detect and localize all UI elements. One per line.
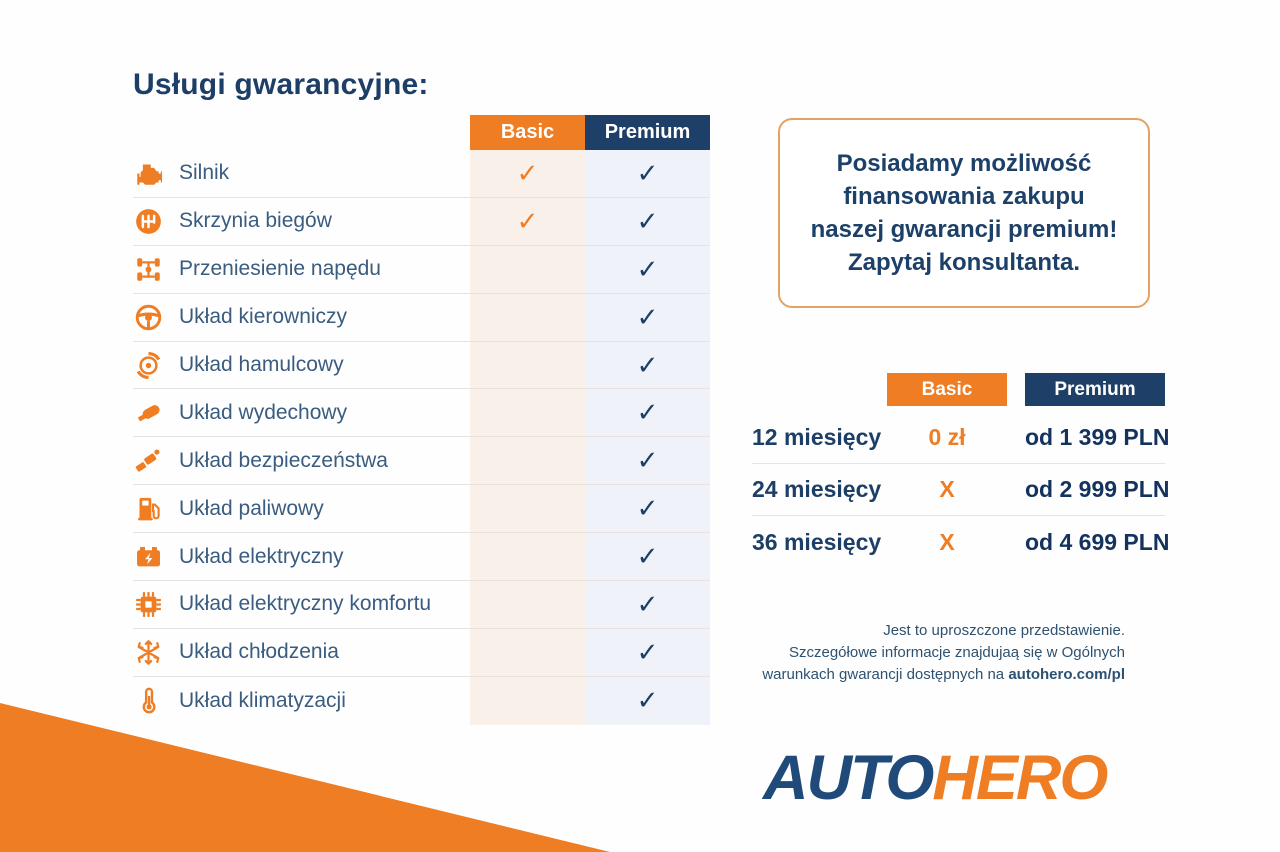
steering-wheel-icon xyxy=(133,302,163,332)
promo-line: finansowania zakupu xyxy=(843,183,1085,210)
premium-check-cell: ✓ xyxy=(585,437,710,484)
premium-check-cell: ✓ xyxy=(585,629,710,676)
exhaust-icon xyxy=(133,398,163,428)
thermometer-icon xyxy=(133,686,163,716)
services-table-header xyxy=(470,115,710,150)
services-rows xyxy=(133,150,710,725)
basic-check-cell xyxy=(470,485,585,532)
brake-icon xyxy=(133,350,163,380)
battery-icon xyxy=(133,542,163,572)
service-label: Układ kierowniczy xyxy=(179,305,348,329)
logo-part-auto: AUTO xyxy=(763,743,933,813)
seatbelt-icon xyxy=(133,446,163,476)
premium-check-cell: ✓ xyxy=(585,150,710,197)
pricing-term: 12 miesięcy xyxy=(752,424,882,450)
service-row xyxy=(133,246,710,294)
pricing-basic-value: X xyxy=(939,528,955,555)
service-row xyxy=(133,629,710,677)
premium-check-cell: ✓ xyxy=(585,677,710,725)
premium-check-cell: ✓ xyxy=(585,294,710,341)
service-label: Skrzynia biegów xyxy=(179,209,332,233)
pricing-term: 24 miesięcy xyxy=(752,476,882,502)
service-label: Układ chłodzenia xyxy=(179,640,339,664)
service-row xyxy=(133,342,710,390)
service-row xyxy=(133,533,710,581)
premium-check-cell: ✓ xyxy=(585,246,710,293)
basic-check-cell xyxy=(470,629,585,676)
basic-check-cell xyxy=(470,677,585,725)
page-title: Usługi gwarancyjne: xyxy=(133,68,429,101)
premium-check-cell: ✓ xyxy=(585,342,710,389)
pricing-basic-header: Basic xyxy=(887,373,1007,406)
footnote-site-link: autohero.com/pl xyxy=(1008,666,1125,683)
pricing-premium-value: od 1 399 PLN xyxy=(1025,424,1170,450)
basic-plan-header: Basic xyxy=(470,115,585,150)
basic-check-cell: ✓ xyxy=(470,150,585,197)
premium-check-cell: ✓ xyxy=(585,581,710,628)
service-row xyxy=(133,581,710,629)
service-label: Przeniesienie napędu xyxy=(179,257,381,281)
premium-check-cell: ✓ xyxy=(585,389,710,436)
service-row xyxy=(133,389,710,437)
promo-line: Zapytaj konsultanta. xyxy=(847,249,1081,276)
footnote-line-3: warunkach gwarancji dostępnych na autohero.com/pl xyxy=(762,666,1125,683)
service-row xyxy=(133,677,710,725)
gearbox-icon xyxy=(133,206,163,236)
footnote-line-2: Szczegółowe informacje znajdujaą się w Ogólnych xyxy=(788,644,1125,661)
service-label: Układ bezpieczeństwa xyxy=(179,448,388,472)
chip-icon xyxy=(133,589,163,619)
autohero-logo xyxy=(763,742,1106,814)
service-row xyxy=(133,437,710,485)
basic-check-cell xyxy=(470,294,585,341)
pricing-table-header xyxy=(752,373,1165,406)
basic-check-cell xyxy=(470,581,585,628)
services-table xyxy=(133,115,710,725)
promo-line: Posiadamy możliwość xyxy=(836,150,1092,177)
basic-check-cell: ✓ xyxy=(470,198,585,245)
basic-check-cell xyxy=(470,389,585,436)
service-label: Układ hamulcowy xyxy=(179,353,344,376)
pricing-row xyxy=(752,516,1170,568)
pricing-premium-header: Premium xyxy=(1025,373,1165,406)
basic-check-cell xyxy=(470,342,585,389)
premium-check-cell: ✓ xyxy=(585,198,710,245)
service-row xyxy=(133,294,710,342)
premium-check-cell: ✓ xyxy=(585,533,710,580)
service-label: Układ klimatyzacji xyxy=(179,688,346,712)
basic-check-cell xyxy=(470,437,585,484)
financing-promo-box xyxy=(778,118,1150,308)
service-row xyxy=(133,150,710,198)
service-label: Silnik xyxy=(179,161,230,185)
footnote xyxy=(645,620,1125,686)
orange-corner-triangle xyxy=(0,703,610,852)
snowflake-icon xyxy=(133,637,163,667)
service-label: Układ paliwowy xyxy=(179,496,324,520)
pricing-basic-value: X xyxy=(939,476,955,502)
drivetrain-icon xyxy=(133,254,163,284)
service-row xyxy=(133,198,710,246)
premium-plan-header: Premium xyxy=(585,115,710,150)
service-label: Układ elektryczny komfortu xyxy=(179,592,432,616)
pricing-premium-value: od 4 699 PLN xyxy=(1025,528,1170,555)
promo-line: naszej gwarancji premium! xyxy=(810,216,1118,243)
pricing-row xyxy=(752,412,1170,464)
basic-check-cell xyxy=(470,533,585,580)
pricing-premium-value: od 2 999 PLN xyxy=(1025,476,1170,502)
pricing-basic-value: 0 zł xyxy=(928,424,966,450)
pricing-row xyxy=(752,464,1170,516)
pricing-term: 36 miesięcy xyxy=(752,528,882,555)
logo-part-hero: HERO xyxy=(932,743,1107,813)
basic-check-cell xyxy=(470,246,585,293)
service-label: Układ elektryczny xyxy=(179,544,344,568)
footnote-line-1: Jest to uproszczone przedstawienie. xyxy=(883,622,1125,639)
pricing-table xyxy=(752,373,1170,568)
service-label: Układ wydechowy xyxy=(179,400,348,424)
service-row xyxy=(133,485,710,533)
premium-check-cell: ✓ xyxy=(585,485,710,532)
pricing-rows xyxy=(752,412,1170,568)
engine-icon xyxy=(133,158,163,188)
fuel-pump-icon xyxy=(133,494,163,524)
